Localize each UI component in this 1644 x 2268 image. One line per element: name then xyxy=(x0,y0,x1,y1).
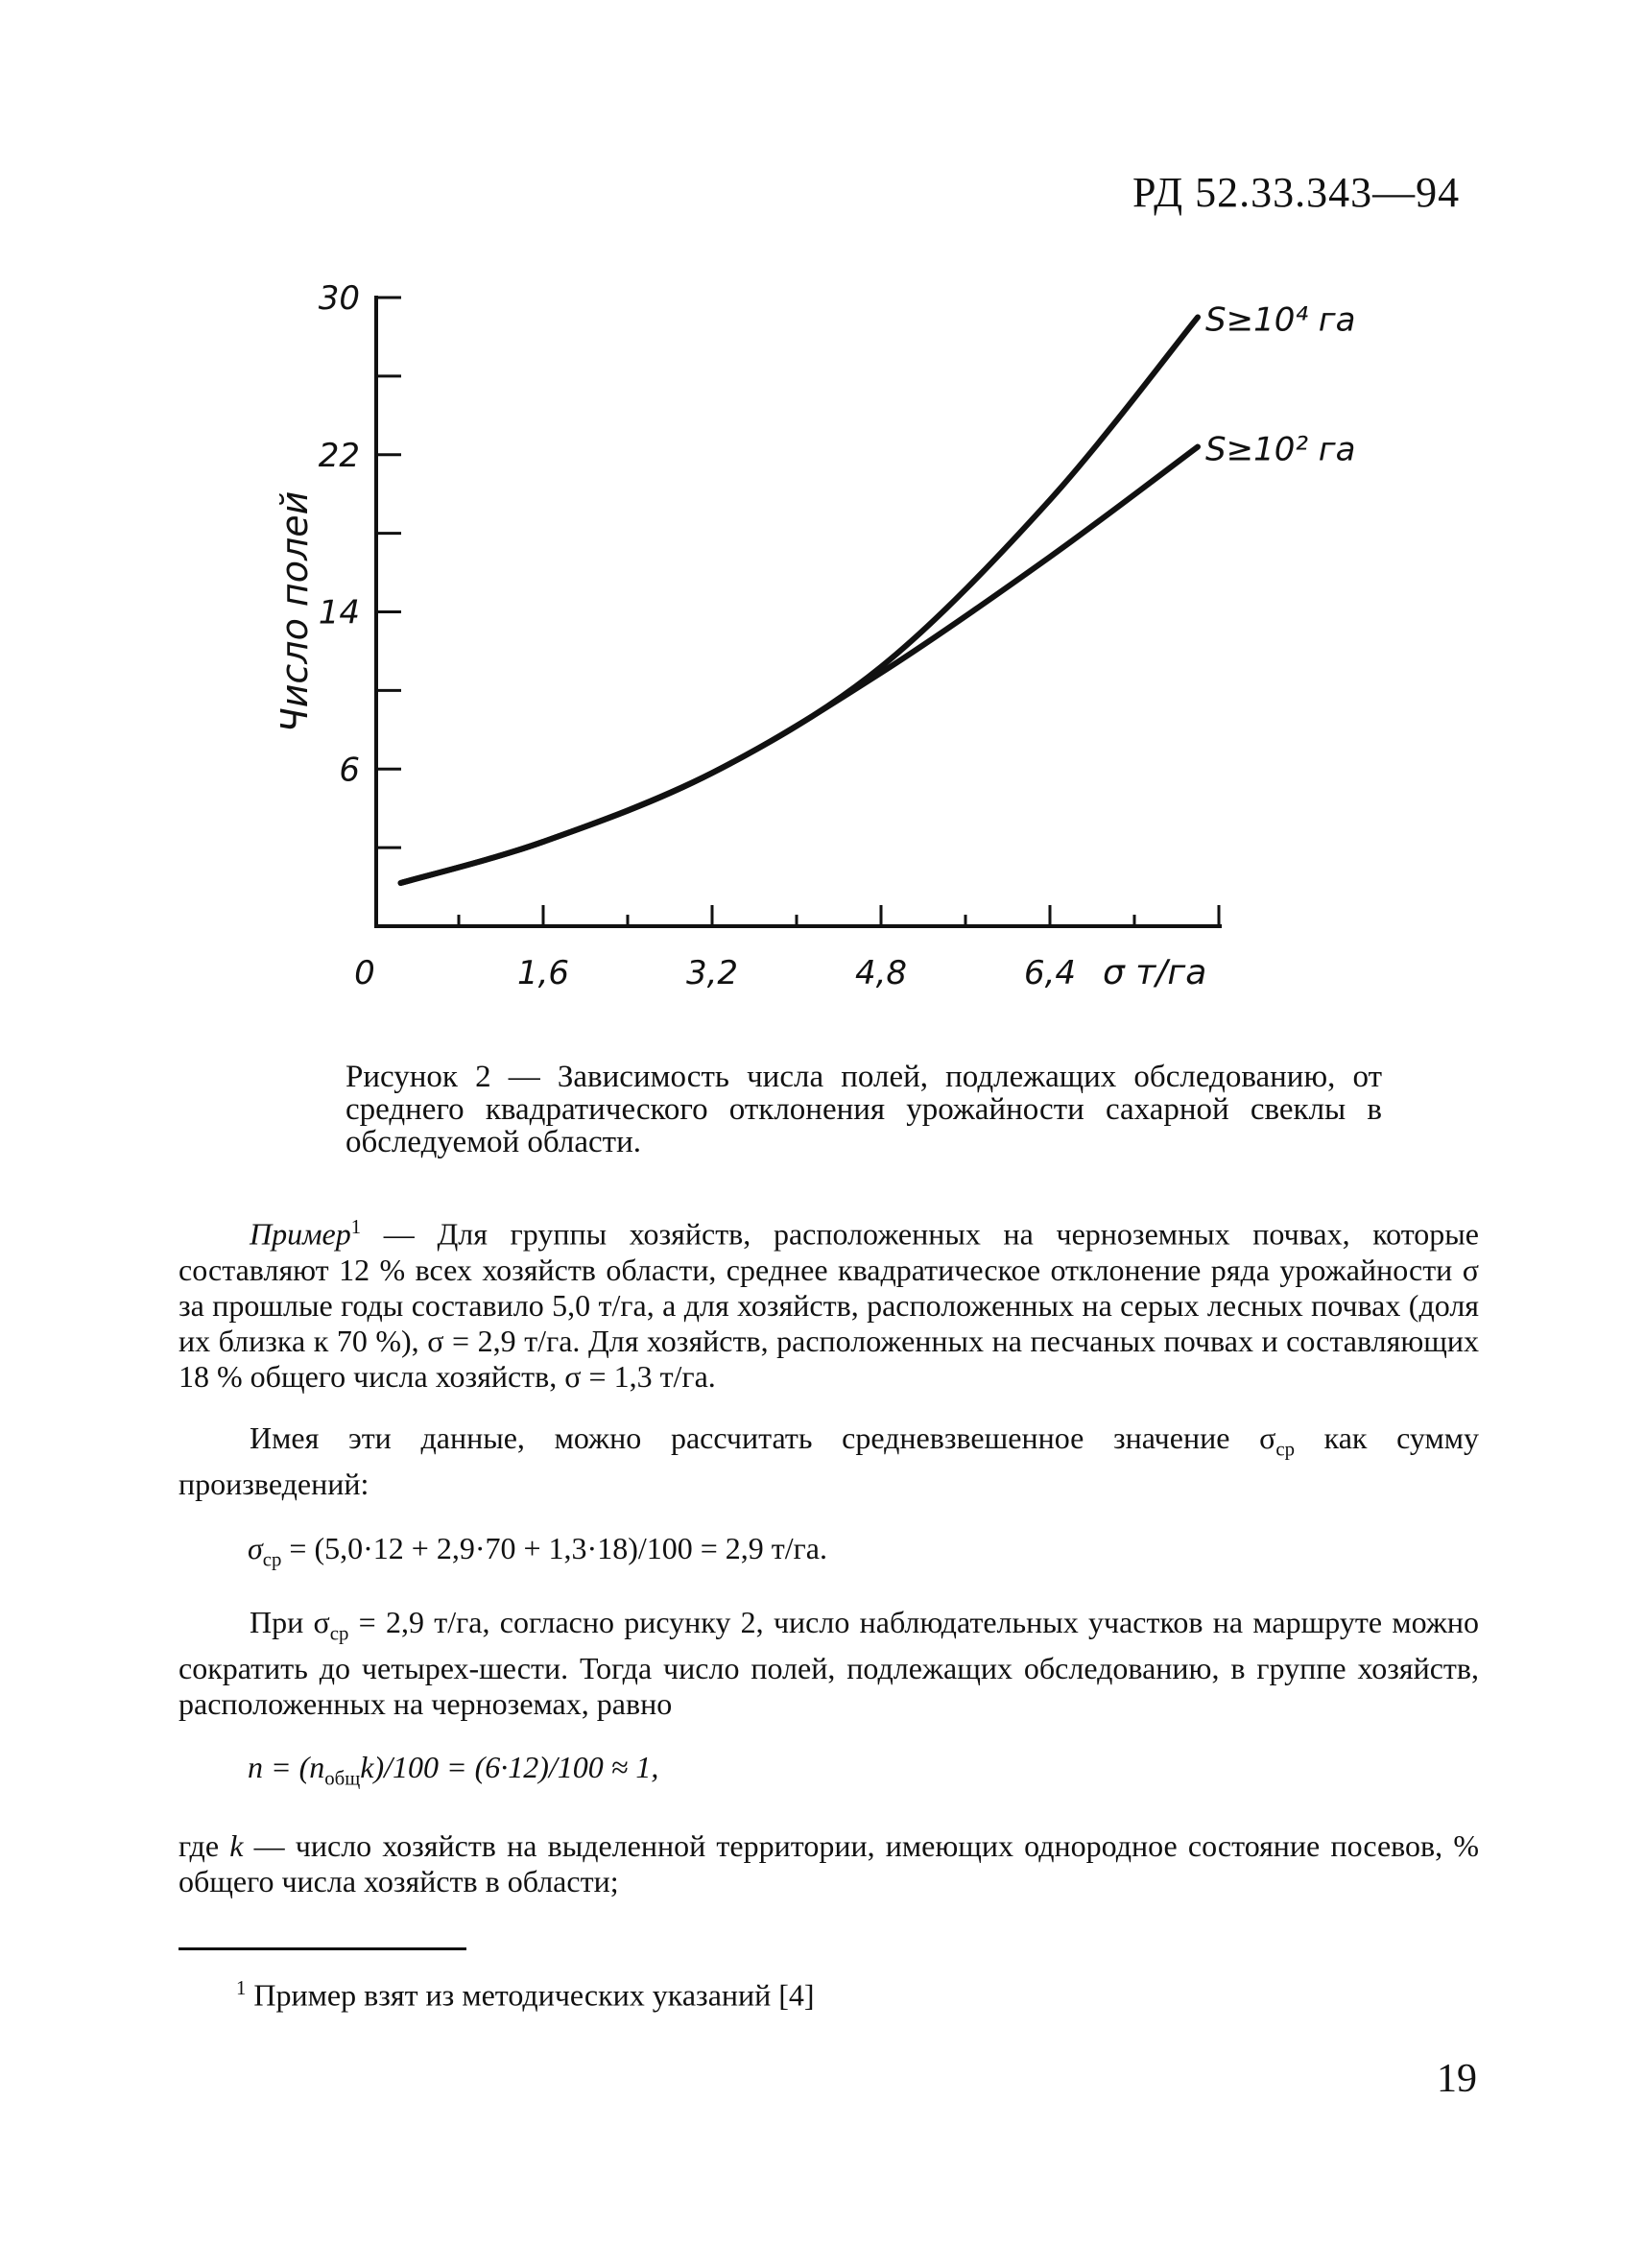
figure-caption: Рисунок 2 — Зависимость числа полей, подлежащих обследованию, от среднего квадратического отклонения урожайности сахарной свеклы в обследуемой области. xyxy=(345,1060,1382,1159)
series-label: S≥10² га xyxy=(1205,430,1356,469)
footnote: $^1$ Пример взят из методических указаний [4] xyxy=(236,1977,815,2013)
footnote-ref: 1 xyxy=(350,1216,362,1238)
y-tick-label: 14 xyxy=(318,593,360,633)
x-tick-label: 6,4 xyxy=(1023,954,1077,992)
example-lead: Пример xyxy=(250,1216,351,1252)
footnote-divider xyxy=(179,1947,466,1950)
y-tick-label: 6 xyxy=(339,751,360,790)
document-code: РД 52.33.343—94 xyxy=(1132,169,1461,216)
example-text: — Для группы хозяйств, расположенных на черноземных почвах, которые составляют 12 % всех хозяйств области, среднее квадратическое отклонение ряда урожайности σ за прошлые годы составило 5,0 т/га, а для хозяйств, расположенных на серых лесных почвах (доля их близка к 70 %), σ = 2,9 т/га. Для хозяйств, расположенных на песчаных почвах и составляющих 18 % общего числа хозяйств, σ = 1,3 т/га. xyxy=(179,1216,1479,1394)
y-tick-label: 22 xyxy=(318,436,360,475)
x-tick-marks xyxy=(459,905,1219,926)
chart xyxy=(250,259,1356,1017)
chart-axes xyxy=(374,296,1222,928)
y-tick-label: 30 xyxy=(318,279,360,318)
x-tick-label: 4,8 xyxy=(854,954,908,992)
paragraph-weighted-mean: Имея эти данные, можно рассчитать средневзвешенное значение $\sigma_{ср}$ как сумму произведений: xyxy=(179,1420,1480,1502)
y-tick-marks xyxy=(376,298,401,848)
example-paragraph xyxy=(179,1209,1479,1395)
x-axis-label: σ т/га xyxy=(1103,953,1207,992)
chart-labels xyxy=(274,279,1355,992)
series-line xyxy=(401,447,1199,883)
paragraph-definition-k: где k — число хозяйств на выделенной территории, имеющих однородное состояние посевов, % общего числа хозяйств в области; xyxy=(179,1828,1480,1898)
series-label: S≥10⁴ га xyxy=(1205,300,1356,340)
x-tick-label: 1,6 xyxy=(516,954,570,992)
page-number: 19 xyxy=(1437,2057,1477,2101)
x-tick-label: 0 xyxy=(354,954,375,992)
y-axis-label: Число полей xyxy=(274,490,316,733)
formula-sigma-mean: $\sigma_{ср} = (5,0\cdot 12 + 2,9\cdot 70 + 1,3\cdot 18)/100 = 2,9$ т/га. xyxy=(248,1531,827,1571)
formula-n: $n = (n_{общ}k)/100 = (6\cdot 12)/100 \approx 1$, xyxy=(248,1750,659,1790)
chart-series xyxy=(401,317,1199,883)
paragraph-result: При $\sigma_{ср} = 2,9$ т/га, согласно рисунку 2, число наблюдательных участков на маршруте можно сократить до четырех-шести. Тогда число полей, подлежащих обследованию, в группе хозяйств, расположенных на черноземах, равно xyxy=(179,1605,1480,1722)
x-tick-label: 3,2 xyxy=(685,954,739,992)
series-line xyxy=(401,317,1199,883)
